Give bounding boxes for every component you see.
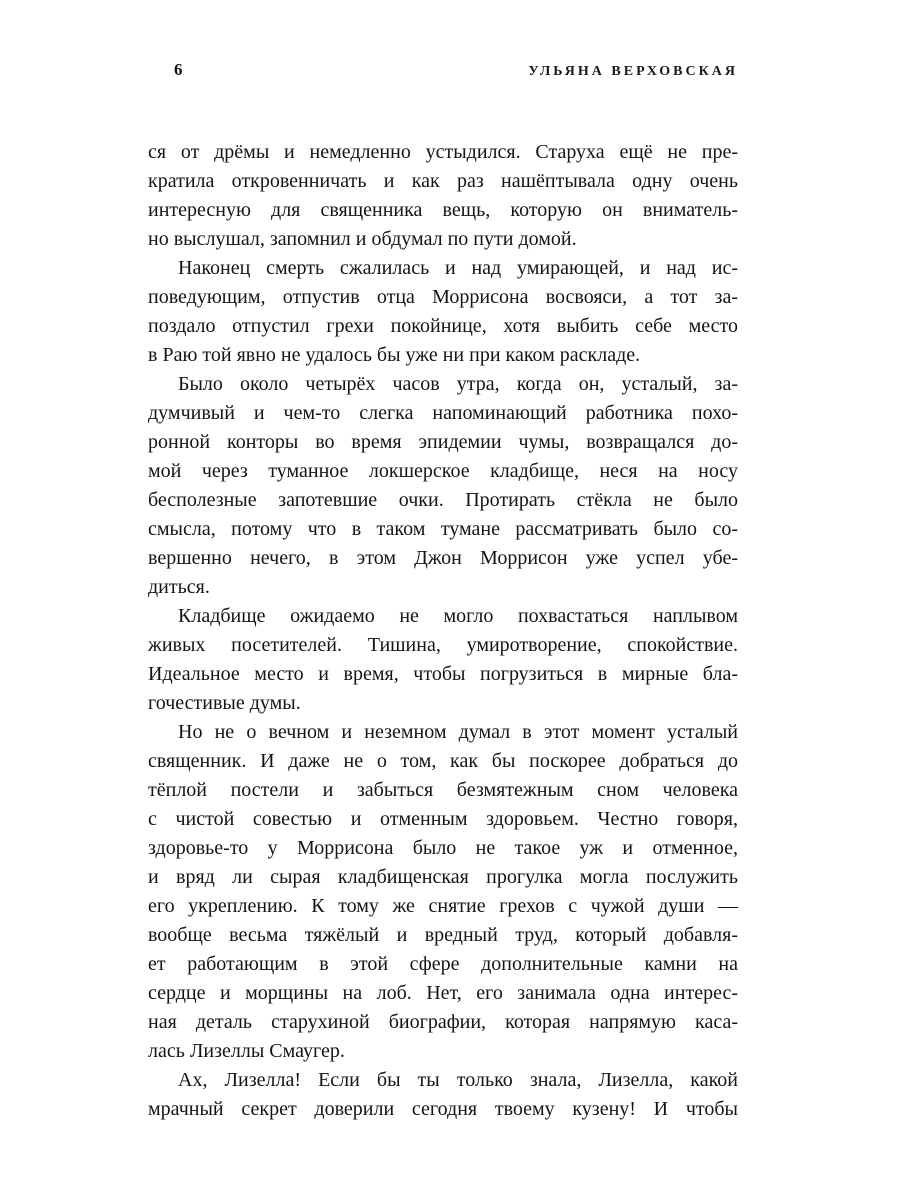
text-line: поздало отпустил грехи покойнице, хотя выбить себе место — [148, 315, 738, 337]
paragraph — [148, 370, 738, 602]
text-line: ся от дрёмы и немедленно устыдился. Старуха ещё не пре- — [148, 141, 738, 163]
text-line: бесполезные запотевшие очки. Протирать стёкла не было — [148, 489, 738, 511]
text-line: и вряд ли сырая кладбищенская прогулка могла послужить — [148, 866, 738, 888]
book-page — [148, 0, 738, 1200]
running-header-author: УЛЬЯНА ВЕРХОВСКАЯ — [528, 64, 738, 79]
paragraph — [148, 718, 738, 1066]
page-number: 6 — [174, 60, 184, 79]
paragraph — [148, 1066, 738, 1124]
text-line: лась Лизеллы Смаугер. — [148, 1040, 345, 1062]
text-line: но выслушал, запомнил и обдумал по пути домой. — [148, 228, 577, 250]
text-line: ет работающим в этой сфере дополнительные камни на — [148, 953, 738, 975]
text-line: гочестивые думы. — [148, 692, 301, 714]
text-line: его укреплению. К тому же снятие грехов с чужой души — — [148, 895, 738, 917]
text-line: ная деталь старухиной биографии, которая напрямую каса- — [148, 1011, 738, 1033]
text-line: в Раю той явно не удалось бы уже ни при каком раскладе. — [148, 344, 641, 366]
text-line: тёплой постели и забыться безмятежным сном человека — [148, 779, 738, 801]
text-line: думчивый и чем-то слегка напоминающий работника похо- — [148, 402, 738, 424]
text-line: здоровье-то у Моррисона было не такое уж и отменное, — [148, 837, 738, 859]
text-line: живых посетителей. Тишина, умиротворение, спокойствие. — [148, 634, 738, 656]
running-header — [148, 60, 738, 80]
text-line: вообще весьма тяжёлый и вредный труд, который добавля- — [148, 924, 738, 946]
paragraph — [148, 602, 738, 718]
text-line: вершенно нечего, в этом Джон Моррисон уже успел убе- — [148, 547, 738, 569]
text-line: Идеальное место и время, чтобы погрузиться в мирные бла- — [148, 663, 738, 685]
text-line: Кладбище ожидаемо не могло похвастаться наплывом — [178, 605, 738, 627]
text-line: с чистой совестью и отменным здоровьем. Честно говоря, — [148, 808, 738, 830]
text-line: поведующим, отпустив отца Моррисона восвояси, а тот за- — [148, 286, 738, 308]
paragraph — [148, 138, 738, 254]
text-line: мой через туманное локшерское кладбище, неся на носу — [148, 460, 738, 482]
text-line: смысла, потому что в таком тумане рассматривать было со- — [148, 518, 738, 540]
text-line: Было около четырёх часов утра, когда он, усталый, за- — [178, 373, 738, 395]
paragraph — [148, 254, 738, 370]
text-line: кратила откровенничать и как раз нашёптывала одну очень — [148, 170, 738, 192]
text-line: Наконец смерть сжалилась и над умирающей, и над ис- — [178, 257, 738, 279]
text-line: Ах, Лизелла! Если бы ты только знала, Лизелла, какой — [178, 1069, 738, 1091]
text-line: ронной конторы во время эпидемии чумы, возвращался до- — [148, 431, 738, 453]
text-line: священник. И даже не о том, как бы поскорее добраться до — [148, 750, 738, 772]
text-line: мрачный секрет доверили сегодня твоему кузену! И чтобы — [148, 1098, 738, 1120]
text-block — [148, 138, 738, 1124]
text-line: диться. — [148, 576, 210, 598]
text-line: Но не о вечном и неземном думал в этот момент усталый — [178, 721, 738, 743]
text-line: интересную для священника вещь, которую он вниматель- — [148, 199, 738, 221]
text-line: сердце и морщины на лоб. Нет, его занимала одна интерес- — [148, 982, 738, 1004]
